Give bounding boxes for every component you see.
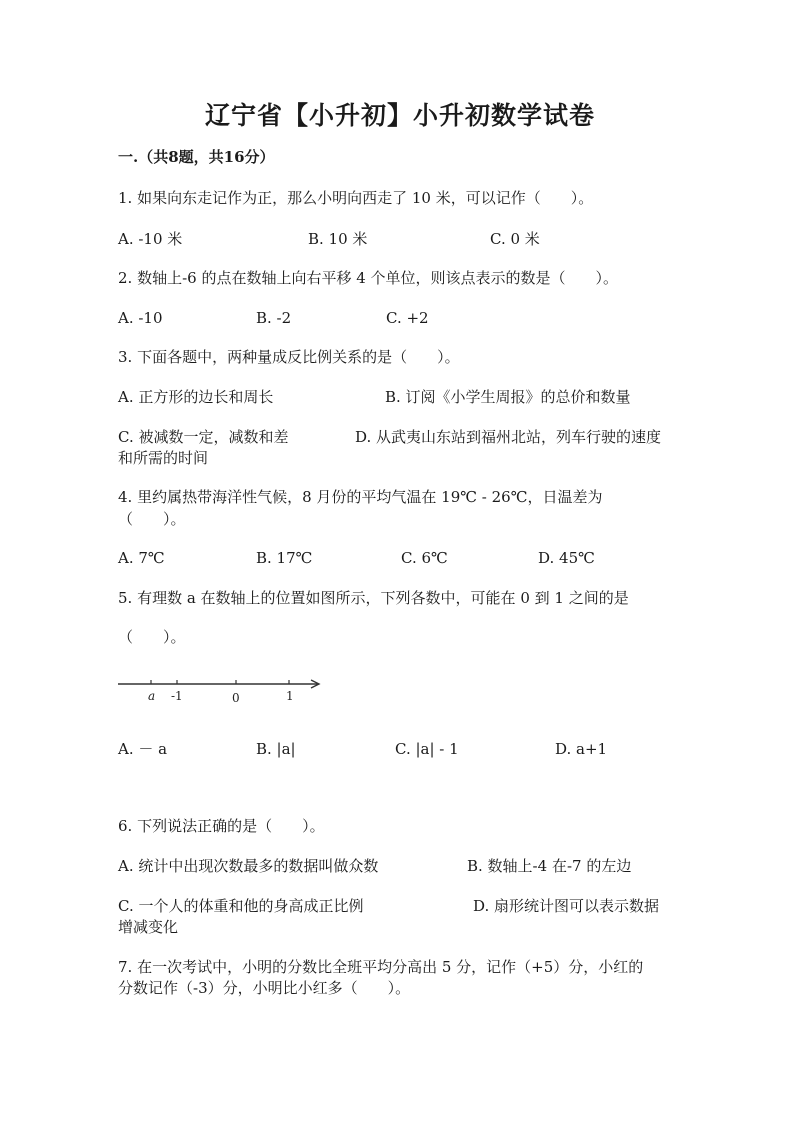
question-7-stem-line-2: 分数记作（-3）分，小明比小红多（ ）。 [118,979,411,997]
question-1-option-a: A. -10 米 [118,230,183,248]
question-5-stem-line-1: 5. 有理数 a 在数轴上的位置如图所示，下列各数中，可能在 0 到 1 之间的是 [118,589,629,607]
question-5-stem-line-2: （ ）。 [118,628,186,646]
number-line-label-a: a [148,689,156,703]
question-1-option-b: B. 10 米 [308,230,368,248]
question-2-option-c: C. +2 [386,309,429,327]
question-4-option-c: C. 6℃ [401,549,448,567]
question-3-option-d-continued: 和所需的时间 [118,449,209,467]
question-6-option-a: A. 统计中出现次数最多的数据叫做众数 [118,857,379,875]
question-4-option-d: D. 45℃ [538,549,595,567]
page-title: 辽宁省【小升初】小升初数学试卷 [204,101,595,130]
question-5-option-d: D. a+1 [555,740,608,758]
question-4-stem-line-1: 4. 里约属热带海洋性气候，8 月份的平均气温在 19℃ - 26℃，日温差为 [118,488,603,506]
number-line-label-minus-1: -1 [171,689,183,703]
question-6-option-d: D. 扇形统计图可以表示数据 [473,897,660,915]
question-3-option-d: D. 从武夷山东站到福州北站，列车行驶的速度 [355,428,662,446]
number-line-label-1: 1 [286,689,294,703]
number-line-label-0: 0 [232,691,240,705]
question-2-stem: 2. 数轴上-6 的点在数轴上向右平移 4 个单位，则该点表示的数是（ ）。 [118,269,619,287]
question-6-option-b: B. 数轴上-4 在-7 的左边 [467,857,632,875]
question-3-option-a: A. 正方形的边长和周长 [118,388,274,406]
question-3-option-c: C. 被减数一定，减数和差 [118,428,289,446]
question-3-option-b: B. 订阅《小学生周报》的总价和数量 [385,388,631,406]
question-4-stem-line-2: （ ）。 [118,510,186,528]
question-5-option-c: C. |a| - 1 [395,740,459,758]
question-4-option-b: B. 17℃ [256,549,313,567]
question-2-option-b: B. -2 [256,309,292,327]
section-heading: 一.（共8题，共16分） [118,148,275,166]
question-5-option-a: A. － a [118,740,168,758]
question-2-option-a: A. -10 [118,309,163,327]
question-6-option-d-continued: 增减变化 [118,918,179,936]
question-5-option-b: B. |a| [256,740,296,758]
question-6-option-c: C. 一个人的体重和他的身高成正比例 [118,897,364,915]
question-4-option-a: A. 7℃ [118,549,165,567]
question-7-stem-line-1: 7. 在一次考试中，小明的分数比全班平均分高出 5 分，记作（+5）分，小红的 [118,958,644,976]
question-1-stem: 1. 如果向东走记作为正，那么小明向西走了 10 米，可以记作（ ）。 [118,189,594,207]
question-3-stem: 3. 下面各题中，两种量成反比例关系的是（ ）。 [118,348,460,366]
number-line-figure [118,670,328,710]
question-6-stem: 6. 下列说法正确的是（ ）。 [118,817,325,835]
question-1-option-c: C. 0 米 [490,230,540,248]
